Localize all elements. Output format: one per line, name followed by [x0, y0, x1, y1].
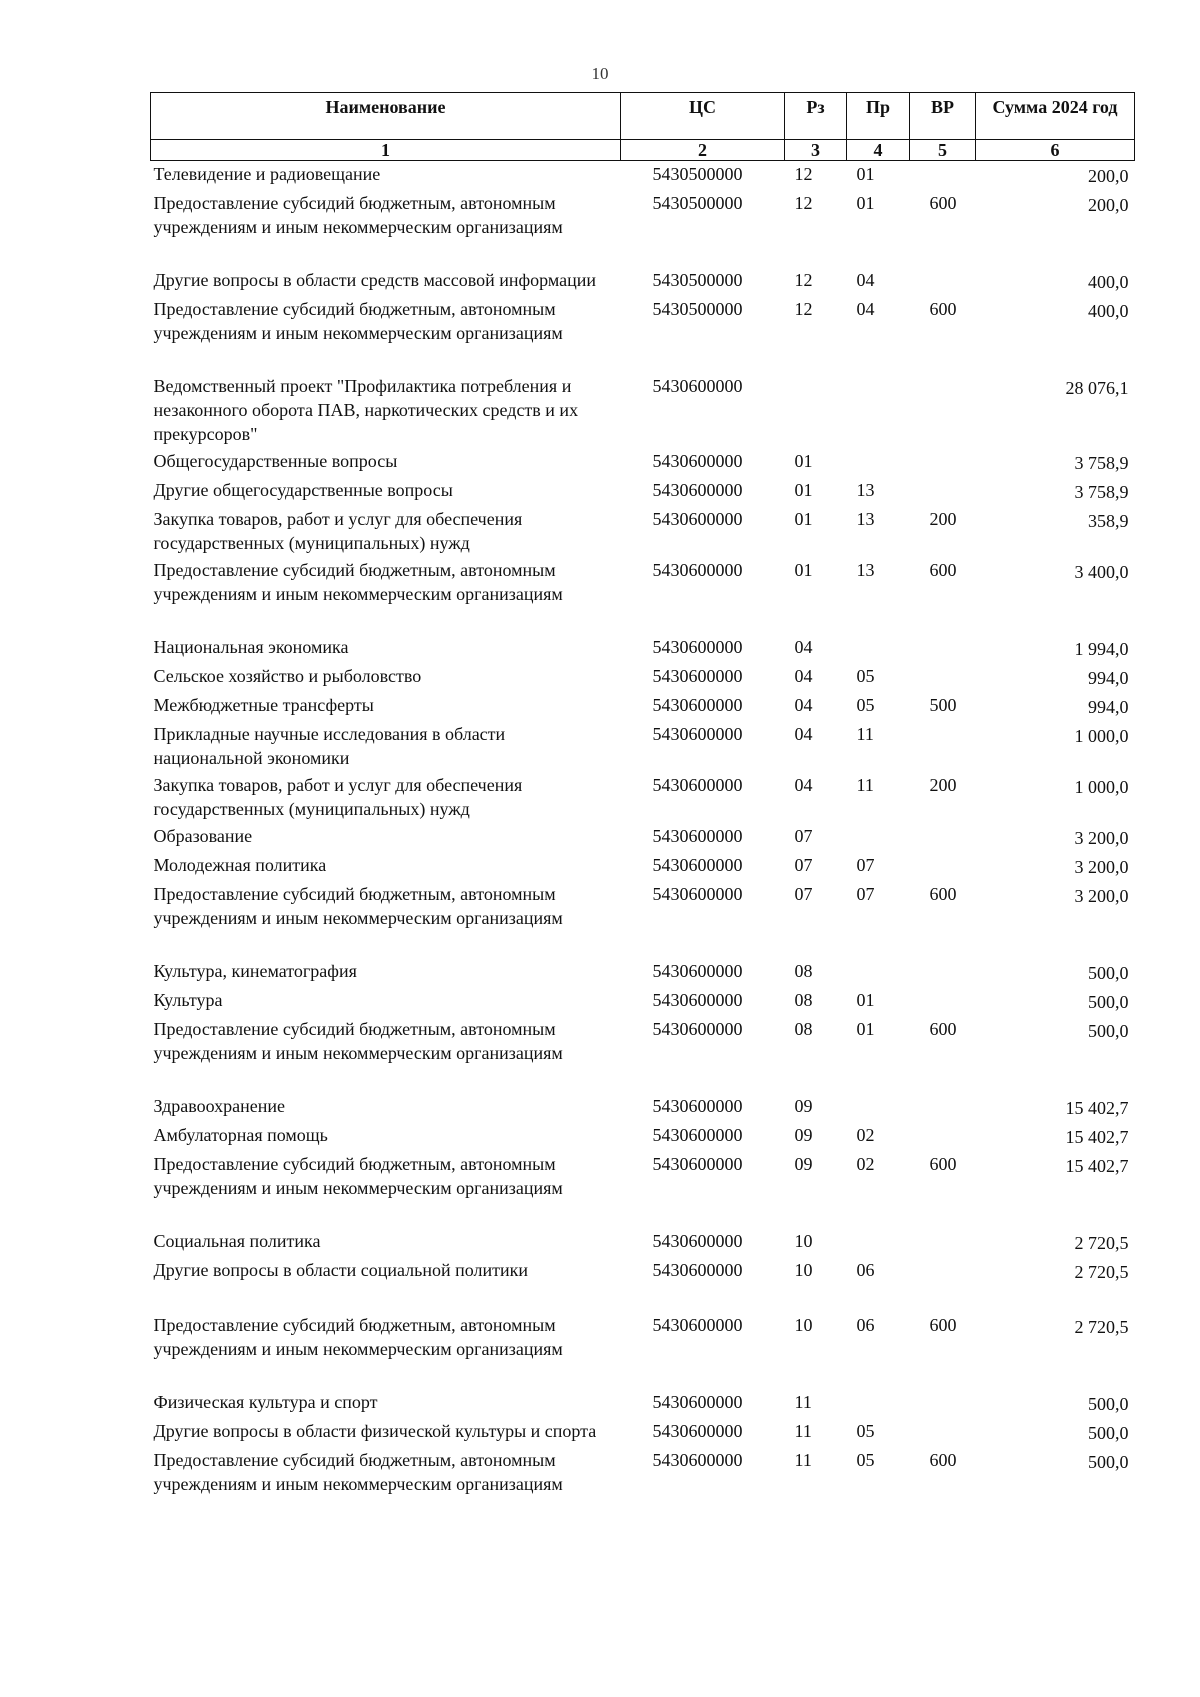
row-sum: 15 402,7 [1065, 1127, 1129, 1147]
row-pr: 01 [856, 193, 875, 213]
header-pr: Пр [847, 93, 910, 140]
row-pr [847, 823, 910, 852]
table-row [151, 852, 1135, 881]
row-name: Другие вопросы в области средств массовой информации [153, 270, 597, 290]
row-vr [910, 448, 976, 477]
table-row [151, 1093, 1135, 1122]
row-rz: 04 [794, 724, 813, 744]
table-row [151, 506, 1135, 557]
row-sum: 358,9 [1088, 511, 1129, 531]
row-rz: 08 [794, 1019, 813, 1039]
row-pr: 13 [856, 560, 875, 580]
row-sum: 3 758,9 [1074, 482, 1129, 502]
row-rz: 07 [794, 855, 813, 875]
row-sum: 15 402,7 [1065, 1098, 1129, 1118]
row-name: Национальная экономика [153, 637, 349, 657]
column-number: 3 [785, 140, 847, 161]
row-spacer-cell [151, 1363, 1135, 1389]
column-number-row [151, 140, 1135, 161]
row-vr [910, 852, 976, 881]
row-cs: 5430600000 [652, 1260, 743, 1280]
row-rz [785, 373, 847, 448]
row-cs: 5430600000 [652, 884, 743, 904]
row-spacer-cell [151, 347, 1135, 373]
row-vr [910, 987, 976, 1016]
row-spacer-cell [151, 932, 1135, 958]
table-row [151, 1016, 1135, 1067]
row-pr [847, 1228, 910, 1257]
row-name: Предоставление субсидий бюджетным, автономным учреждениям и иным некоммерческим организациям [153, 1019, 563, 1063]
row-name: Предоставление субсидий бюджетным, автономным учреждениям и иным некоммерческим организациям [153, 193, 563, 237]
row-cs: 5430600000 [652, 1096, 743, 1116]
row-sum: 3 200,0 [1074, 828, 1129, 848]
column-number: 1 [151, 140, 621, 161]
row-pr [847, 448, 910, 477]
row-rz: 10 [794, 1260, 813, 1280]
row-pr [847, 958, 910, 987]
table-body [151, 161, 1135, 1499]
row-rz: 04 [794, 775, 813, 795]
table-row [151, 1418, 1135, 1447]
row-pr: 01 [856, 164, 875, 184]
row-vr [910, 1093, 976, 1122]
table-row [151, 692, 1135, 721]
row-rz: 07 [794, 826, 813, 846]
row-pr [847, 634, 910, 663]
row-pr: 11 [856, 724, 874, 744]
row-sum: 3 200,0 [1074, 857, 1129, 877]
row-cs: 5430600000 [652, 1019, 743, 1039]
row-rz: 01 [794, 509, 813, 529]
row-name: Другие вопросы в области физической культуры и спорта [153, 1421, 597, 1441]
row-vr: 500 [929, 695, 957, 715]
row-spacer [151, 241, 1135, 267]
row-name: Другие общегосударственные вопросы [153, 480, 453, 500]
row-cs: 5430600000 [652, 1421, 743, 1441]
row-cs: 5430600000 [652, 990, 743, 1010]
table-row [151, 296, 1135, 347]
row-cs: 5430600000 [652, 1392, 743, 1412]
row-name: Закупка товаров, работ и услуг для обеспечения государственных (муниципальных) нужд [153, 509, 523, 553]
row-cs: 5430600000 [652, 1125, 743, 1145]
row-spacer-cell [151, 241, 1135, 267]
row-rz: 12 [794, 270, 813, 290]
row-rz: 08 [794, 961, 813, 981]
row-name: Ведомственный проект "Профилактика потребления и незаконного оборота ПАВ, наркотических средств и их прекурсоров" [153, 376, 579, 444]
row-pr: 07 [856, 884, 875, 904]
row-vr [910, 958, 976, 987]
row-rz: 09 [794, 1125, 813, 1145]
row-vr [910, 1418, 976, 1447]
row-sum: 1 000,0 [1074, 726, 1129, 746]
row-spacer [151, 1286, 1135, 1312]
row-cs: 5430600000 [652, 666, 743, 686]
row-spacer-cell [151, 1286, 1135, 1312]
row-pr [847, 373, 910, 448]
row-pr [847, 1093, 910, 1122]
table-row [151, 190, 1135, 241]
row-rz: 11 [794, 1392, 812, 1412]
row-cs: 5430600000 [652, 961, 743, 981]
row-cs: 5430600000 [652, 1154, 743, 1174]
row-vr [910, 634, 976, 663]
row-vr: 600 [929, 1315, 957, 1335]
row-cs: 5430600000 [652, 480, 743, 500]
row-vr: 200 [929, 775, 957, 795]
table-row [151, 634, 1135, 663]
row-rz: 04 [794, 695, 813, 715]
row-name: Физическая культура и спорт [153, 1392, 378, 1412]
row-name: Предоставление субсидий бюджетным, автономным учреждениям и иным некоммерческим организациям [153, 1154, 563, 1198]
row-name: Сельское хозяйство и рыболовство [153, 666, 422, 686]
row-pr: 13 [856, 509, 875, 529]
row-cs: 5430600000 [652, 451, 743, 471]
row-pr: 05 [856, 1421, 875, 1441]
row-name: Здравоохранение [153, 1096, 286, 1116]
row-name: Культура [153, 990, 223, 1010]
row-rz: 09 [794, 1096, 813, 1116]
row-pr: 05 [856, 1450, 875, 1470]
row-vr: 600 [929, 1154, 957, 1174]
row-sum: 200,0 [1088, 166, 1129, 186]
row-name: Предоставление субсидий бюджетным, автономным учреждениям и иным некоммерческим организациям [153, 560, 563, 604]
row-name: Образование [153, 826, 253, 846]
column-number: 5 [910, 140, 976, 161]
row-name: Социальная политика [153, 1231, 321, 1251]
row-pr: 06 [856, 1260, 875, 1280]
row-rz: 10 [794, 1315, 813, 1335]
row-name: Предоставление субсидий бюджетным, автономным учреждениям и иным некоммерческим организациям [153, 299, 563, 343]
table-row [151, 1122, 1135, 1151]
row-cs: 5430600000 [652, 1315, 743, 1335]
row-rz: 07 [794, 884, 813, 904]
row-cs: 5430600000 [652, 1450, 743, 1470]
row-rz: 12 [794, 299, 813, 319]
row-vr [910, 663, 976, 692]
row-name: Другие вопросы в области социальной политики [153, 1260, 529, 1280]
budget-table [150, 92, 1135, 1498]
table-row [151, 958, 1135, 987]
row-name: Предоставление субсидий бюджетным, автономным учреждениям и иным некоммерческим организациям [153, 1450, 563, 1494]
row-cs: 5430600000 [652, 855, 743, 875]
row-rz: 10 [794, 1231, 813, 1251]
page-number: 10 [591, 64, 609, 83]
row-cs: 5430500000 [652, 299, 743, 319]
table-row [151, 663, 1135, 692]
row-sum: 28 076,1 [1065, 378, 1129, 398]
row-rz: 01 [794, 560, 813, 580]
row-pr: 01 [856, 990, 875, 1010]
row-rz: 12 [794, 164, 813, 184]
row-rz: 11 [794, 1421, 812, 1441]
table-row [151, 373, 1135, 448]
row-sum: 400,0 [1088, 301, 1129, 321]
row-pr: 01 [856, 1019, 875, 1039]
row-cs: 5430500000 [652, 193, 743, 213]
row-pr: 05 [856, 695, 875, 715]
row-spacer-cell [151, 1067, 1135, 1093]
row-sum: 500,0 [1088, 963, 1129, 983]
table-row [151, 1389, 1135, 1418]
row-vr [910, 1122, 976, 1151]
row-cs: 5430600000 [652, 695, 743, 715]
row-pr: 02 [856, 1125, 875, 1145]
row-sum: 500,0 [1088, 1452, 1129, 1472]
row-rz: 08 [794, 990, 813, 1010]
table-row [151, 823, 1135, 852]
table-row [151, 881, 1135, 932]
row-cs: 5430600000 [652, 1231, 743, 1251]
row-name: Телевидение и радиовещание [153, 164, 381, 184]
row-sum: 2 720,5 [1074, 1262, 1129, 1282]
row-cs: 5430600000 [652, 826, 743, 846]
header-sum: Сумма 2024 год [976, 93, 1135, 140]
row-sum: 200,0 [1088, 195, 1129, 215]
row-rz: 11 [794, 1450, 812, 1470]
row-sum: 2 720,5 [1074, 1317, 1129, 1337]
row-pr: 11 [856, 775, 874, 795]
row-cs: 5430500000 [652, 270, 743, 290]
row-spacer [151, 608, 1135, 634]
table-row [151, 1312, 1135, 1363]
row-name: Общегосударственные вопросы [153, 451, 398, 471]
row-pr: 07 [856, 855, 875, 875]
row-vr [910, 1257, 976, 1286]
table-row [151, 1228, 1135, 1257]
row-rz: 01 [794, 480, 813, 500]
row-sum: 3 758,9 [1074, 453, 1129, 473]
row-vr: 600 [929, 884, 957, 904]
column-number: 2 [621, 140, 785, 161]
row-rz: 09 [794, 1154, 813, 1174]
header-rz: Рз [785, 93, 847, 140]
table-row [151, 161, 1135, 191]
row-name: Молодежная политика [153, 855, 327, 875]
row-pr: 06 [856, 1315, 875, 1335]
row-vr [910, 1389, 976, 1418]
row-rz: 12 [794, 193, 813, 213]
row-sum: 1 000,0 [1074, 777, 1129, 797]
row-vr [910, 721, 976, 772]
row-vr: 600 [929, 560, 957, 580]
row-name: Предоставление субсидий бюджетным, автономным учреждениям и иным некоммерческим организациям [153, 1315, 563, 1359]
header-cs: ЦС [621, 93, 785, 140]
row-sum: 2 720,5 [1074, 1233, 1129, 1253]
row-spacer [151, 1202, 1135, 1228]
row-sum: 500,0 [1088, 1021, 1129, 1041]
row-spacer [151, 1363, 1135, 1389]
row-name: Закупка товаров, работ и услуг для обеспечения государственных (муниципальных) нужд [153, 775, 523, 819]
row-pr: 04 [856, 299, 875, 319]
row-sum: 994,0 [1088, 668, 1129, 688]
table-row [151, 557, 1135, 608]
row-name: Прикладные научные исследования в области национальной экономики [153, 724, 506, 768]
row-sum: 500,0 [1088, 992, 1129, 1012]
row-pr: 13 [856, 480, 875, 500]
table-row [151, 477, 1135, 506]
row-sum: 500,0 [1088, 1394, 1129, 1414]
row-sum: 3 400,0 [1074, 562, 1129, 582]
row-cs: 5430600000 [652, 509, 743, 529]
table-row [151, 1447, 1135, 1498]
row-pr: 02 [856, 1154, 875, 1174]
row-cs: 5430600000 [652, 775, 743, 795]
column-number: 4 [847, 140, 910, 161]
row-sum: 400,0 [1088, 272, 1129, 292]
row-vr [910, 267, 976, 296]
row-vr: 600 [929, 1019, 957, 1039]
row-pr: 04 [856, 270, 875, 290]
row-cs: 5430600000 [652, 637, 743, 657]
row-vr [910, 477, 976, 506]
row-cs: 5430500000 [652, 164, 743, 184]
row-rz: 04 [794, 637, 813, 657]
row-pr [847, 1389, 910, 1418]
row-spacer-cell [151, 1202, 1135, 1228]
row-rz: 01 [794, 451, 813, 471]
header-row [151, 93, 1135, 140]
row-vr [910, 1228, 976, 1257]
table-row [151, 987, 1135, 1016]
row-vr [910, 373, 976, 448]
row-cs: 5430600000 [652, 376, 743, 396]
table-row [151, 448, 1135, 477]
row-name: Культура, кинематография [153, 961, 357, 981]
table-row [151, 1151, 1135, 1202]
row-pr: 05 [856, 666, 875, 686]
row-spacer [151, 932, 1135, 958]
row-vr: 600 [929, 1450, 957, 1470]
row-sum: 1 994,0 [1074, 639, 1129, 659]
row-vr [910, 161, 976, 191]
row-name: Амбулаторная помощь [153, 1125, 328, 1145]
row-sum: 994,0 [1088, 697, 1129, 717]
row-cs: 5430600000 [652, 560, 743, 580]
row-vr [910, 823, 976, 852]
row-cs: 5430600000 [652, 724, 743, 744]
row-rz: 04 [794, 666, 813, 686]
table-row [151, 772, 1135, 823]
row-vr: 600 [929, 193, 957, 213]
row-spacer [151, 1067, 1135, 1093]
column-number: 6 [976, 140, 1135, 161]
table-row [151, 267, 1135, 296]
header-vr: ВР [910, 93, 976, 140]
row-sum: 3 200,0 [1074, 886, 1129, 906]
row-vr: 600 [929, 299, 957, 319]
row-vr: 200 [929, 509, 957, 529]
row-sum: 500,0 [1088, 1423, 1129, 1443]
row-name: Межбюджетные трансферты [153, 695, 374, 715]
table-row [151, 721, 1135, 772]
row-name: Предоставление субсидий бюджетным, автономным учреждениям и иным некоммерческим организациям [153, 884, 563, 928]
header-name: Наименование [151, 93, 621, 140]
table-row [151, 1257, 1135, 1286]
row-sum: 15 402,7 [1065, 1156, 1129, 1176]
row-spacer [151, 347, 1135, 373]
row-spacer-cell [151, 608, 1135, 634]
